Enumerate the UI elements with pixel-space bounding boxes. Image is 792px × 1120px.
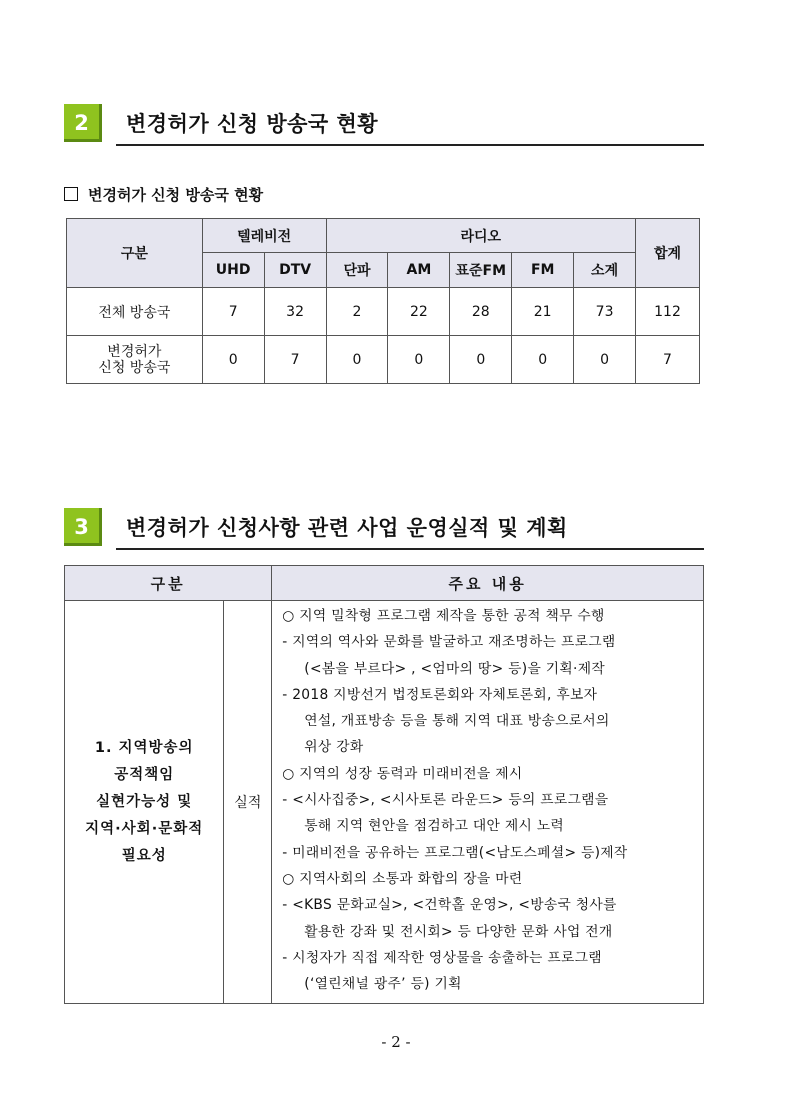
col-header: DTV (264, 253, 326, 288)
section-underline (116, 144, 704, 146)
section3-heading (64, 508, 704, 548)
section-title: 변경허가 신청 방송국 현황 (126, 112, 379, 136)
cell: 21 (512, 288, 574, 336)
section-number-badge: 3 (64, 508, 102, 546)
cell: 28 (450, 288, 512, 336)
cell: 2 (326, 288, 388, 336)
section-title: 변경허가 신청사항 관련 사업 운영실적 및 계획 (126, 516, 568, 540)
category-line: 지역·사회·문화적 (85, 820, 204, 837)
page-number: - 2 - (381, 1033, 411, 1051)
col-header: AM (388, 253, 450, 288)
header-gubun: 구분 (67, 219, 203, 288)
cell: 7 (202, 288, 264, 336)
col-header: UHD (202, 253, 264, 288)
category-line: 1. 지역방송의 (94, 739, 194, 756)
checkbox-square-icon (64, 187, 78, 201)
row-label-line: 변경허가 (107, 343, 162, 360)
header-radio: 라디오 (326, 219, 635, 253)
content-line: ○ 지역 밀착형 프로그램 제작을 통한 공적 책무 수행 (282, 608, 605, 624)
header-total: 합계 (636, 219, 700, 288)
content-line: - 지역의 역사와 문화를 발굴하고 재조명하는 프로그램 (282, 634, 616, 651)
content-line: 활용한 강좌 및 전시회> 등 다양한 문화 사업 전개 (304, 923, 613, 940)
content-line: ○ 지역사회의 소통과 화합의 장을 마련 (282, 870, 523, 887)
row-label-line: 신청 방송국 (98, 359, 171, 376)
cell: 0 (326, 336, 388, 384)
content-line: - 시청자가 직접 제작한 영상물을 송출하는 프로그램 (282, 949, 602, 966)
cell: 0 (512, 336, 574, 384)
row-label: 전체 방송국 (67, 288, 203, 336)
category-line: 공적책임 (114, 766, 175, 783)
content-line: ○ 지역의 성장 동력과 미래비전을 제시 (282, 765, 523, 782)
cell: 0 (388, 336, 450, 384)
content-line: - <시사집중>, <시사토론 라운드> 등의 프로그램을 (282, 792, 609, 809)
table-row (67, 336, 700, 384)
header-tv: 텔레비전 (202, 219, 326, 253)
cell: 32 (264, 288, 326, 336)
content-line: (‘열린채널 광주’ 등) 기획 (304, 976, 462, 993)
category-line: 필요성 (121, 847, 167, 864)
content-line: 위상 강화 (304, 739, 364, 756)
section-underline (116, 548, 704, 550)
col-header: FM (512, 253, 574, 288)
cell: 112 (636, 288, 700, 336)
cell: 0 (202, 336, 264, 384)
section2-heading (64, 104, 704, 144)
table-caption (64, 184, 263, 205)
content-line: 연설, 개표방송 등을 통해 지역 대표 방송으로서의 (304, 713, 610, 730)
cell: 0 (574, 336, 636, 384)
cell: 7 (636, 336, 700, 384)
section-number-badge: 2 (64, 104, 102, 142)
content-line: 통해 지역 현안을 점검하고 대안 제시 노력 (304, 818, 565, 835)
table-caption-text: 변경허가 신청 방송국 현황 (88, 186, 264, 204)
col-header: 소계 (574, 253, 636, 288)
content-line: (<봄을 부르다> , <엄마의 땅> 등)을 기획·제작 (304, 660, 605, 677)
content-line: - <KBS 문화교실>, <건학홀 운영>, <방송국 청사를 (282, 897, 617, 914)
category-cell (65, 601, 224, 1004)
content-line: - 2018 지방선거 법정토론회와 자체토론회, 후보자 (282, 686, 598, 703)
subcategory-cell: 실적 (224, 601, 272, 1004)
content-cell (272, 601, 704, 1004)
cell: 73 (574, 288, 636, 336)
content-line: - 미래비전을 공유하는 프로그램(<남도스페셜> 등)제작 (282, 844, 628, 861)
category-line: 실현가능성 및 (96, 793, 193, 810)
cell: 7 (264, 336, 326, 384)
header-gubun: 구분 (65, 566, 272, 601)
col-header: 단파 (326, 253, 388, 288)
cell: 0 (450, 336, 512, 384)
header-content: 주요 내용 (272, 566, 704, 601)
table-row (67, 288, 700, 336)
stations-table (66, 218, 700, 384)
row-label (67, 336, 203, 384)
col-header: 표준FM (450, 253, 512, 288)
cell: 22 (388, 288, 450, 336)
operations-table (64, 565, 704, 1004)
